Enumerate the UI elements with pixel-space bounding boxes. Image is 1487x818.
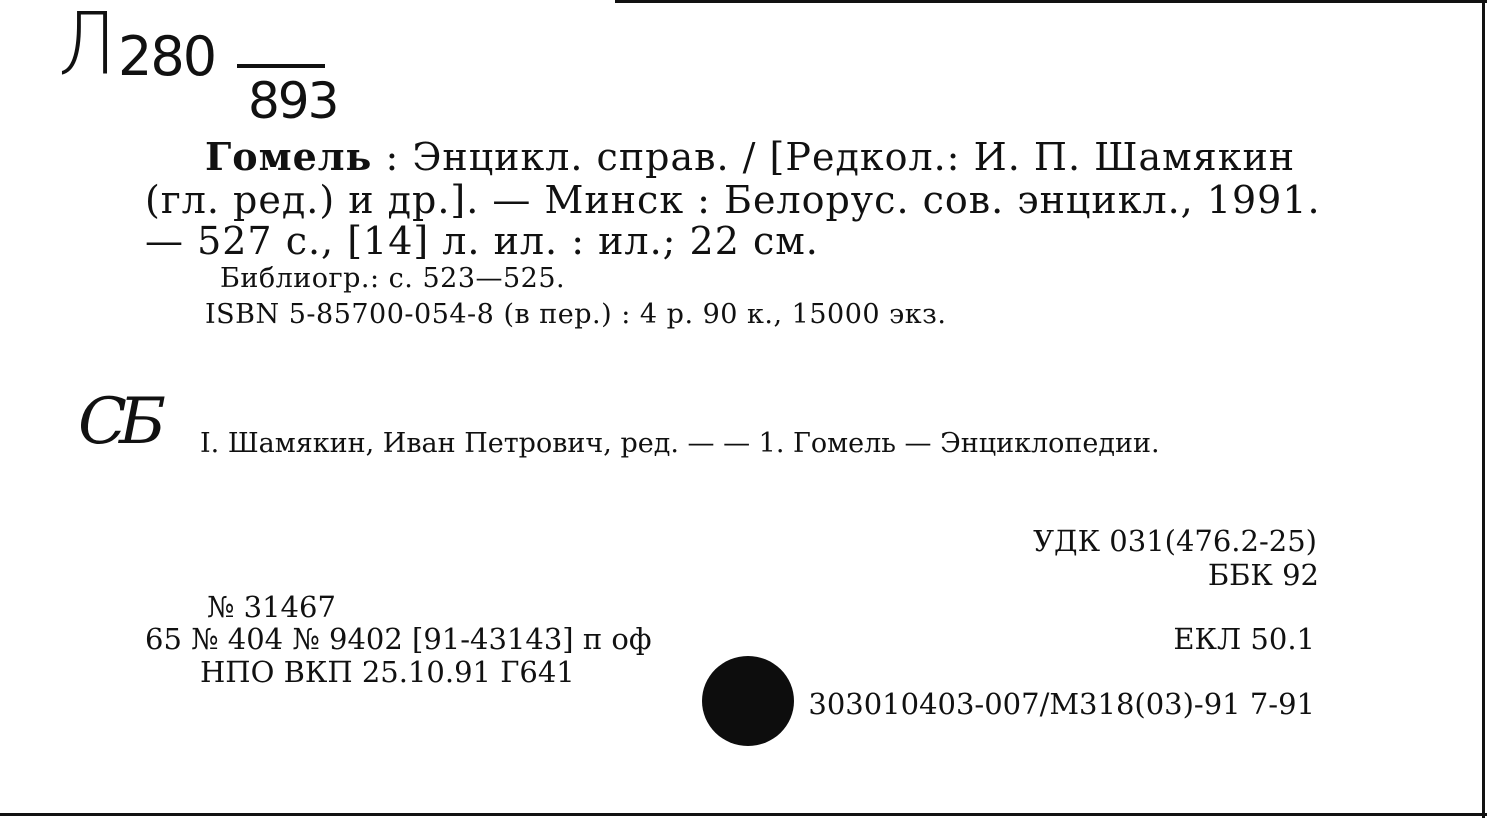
tracing-line: I. Шамякин, Иван Петрович, ред. — — 1. Гомель — Энциклопедии.	[200, 428, 1160, 459]
handwritten-sub-number: 893	[248, 72, 338, 130]
punch-hole	[702, 656, 794, 746]
card-border-top	[615, 0, 1487, 3]
card-number: № 31467	[207, 590, 336, 624]
card-border-bottom	[0, 813, 1487, 816]
printer-line: НПО ВКП 25.10.91 Г641	[200, 655, 575, 689]
bbk-code: ББК 92	[1207, 558, 1319, 592]
entry-line-1	[205, 134, 1296, 179]
handwritten-dash	[237, 64, 325, 68]
ekl-code: ЕКЛ 50.1	[1173, 622, 1315, 656]
publisher-code: 303010403-007/М318(03)-91 7-91	[808, 687, 1315, 721]
print-order-line: 65 № 404 № 9402 [91-43143] п оф	[145, 622, 652, 656]
udk-code: УДК 031(476.2-25)	[1033, 524, 1317, 558]
entry-line-1-rest: : Энцикл. справ. / [Редкол.: И. П. Шамякин	[372, 135, 1296, 179]
handwritten-shelf-number: 280	[118, 25, 216, 88]
handwritten-location-mark: СБ	[78, 385, 158, 459]
card-border-right	[1482, 0, 1485, 818]
bibliography-note: Библиогр.: с. 523—525.	[220, 263, 566, 294]
entry-title: Гомель	[205, 134, 373, 179]
entry-line-2: (гл. ред.) и др.]. — Минск : Белорус. сов. энцикл., 1991.	[145, 178, 1321, 222]
isbn-note: ISBN 5-85700-054-8 (в пер.) : 4 р. 90 к., 15000 экз.	[205, 299, 947, 330]
entry-line-3: — 527 с., [14] л. ил. : ил.; 22 см.	[145, 219, 819, 263]
handwritten-shelf-prefix: Л	[58, 0, 117, 95]
